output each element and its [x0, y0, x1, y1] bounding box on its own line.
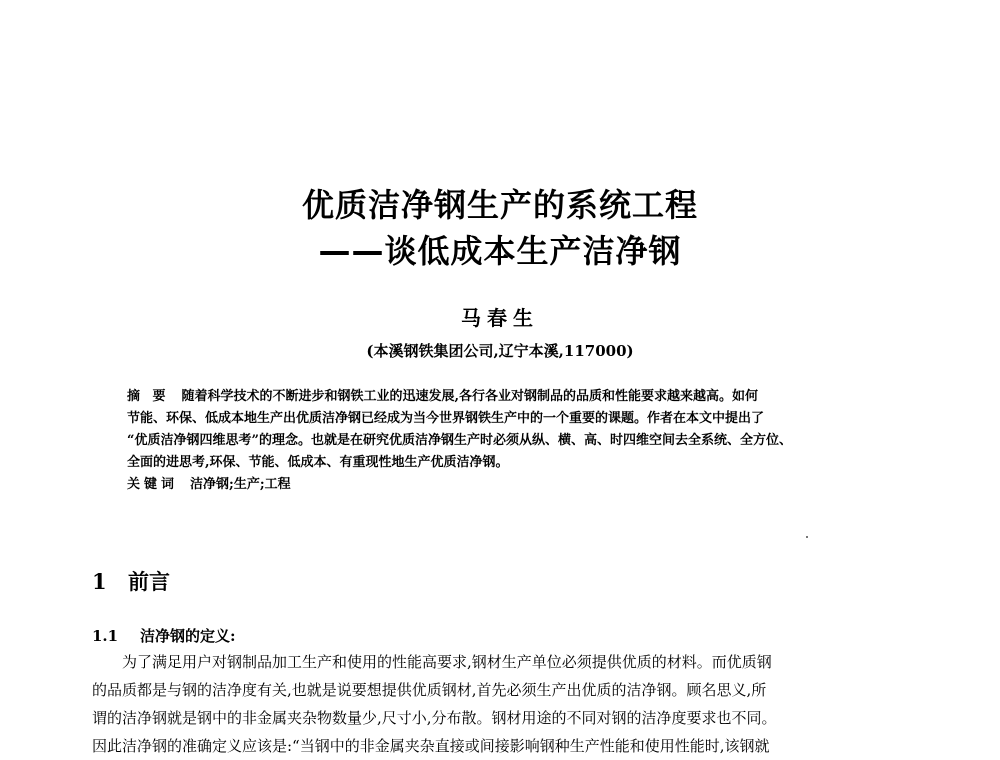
author-name: 马春生 — [461, 306, 539, 330]
subsection-number: 1.1 — [92, 627, 119, 645]
abstract-line: “优质洁净钢四维思考”的理念。也就是在研究优质洁净钢生产时必须从纵、横、高、时四维空间去全系统、全方位、 — [127, 433, 792, 448]
body-paragraph — [92, 648, 914, 760]
section-title: 前言 — [128, 569, 170, 594]
abstract-label: 摘 要 — [127, 389, 170, 404]
section-heading — [92, 566, 170, 596]
subsection-title: 洁净钢的定义: — [140, 627, 236, 645]
keywords-label: 关键词 — [127, 477, 179, 492]
abstract-line — [127, 386, 887, 408]
author-affiliation: (本溪钢铁集团公司,辽宁本溪,117000) — [366, 342, 634, 360]
paper-subtitle: ——谈低成本生产洁净钢 — [318, 232, 682, 270]
body-line: 为了满足用户对钢制品加工生产和使用的性能高要求,钢材生产单位必须提供优质的材料。而优质钢 — [122, 653, 772, 671]
body-line: 的品质都是与钢的洁净度有关,也就是说要想提供优质钢材,首先必须生产出优质的洁净钢。顾名思义,所 — [92, 681, 767, 699]
keywords-line — [127, 474, 887, 496]
abstract-block — [127, 386, 887, 496]
scan-speck — [806, 536, 808, 538]
abstract-text: 随着科学技术的不断进步和钢铁工业的迅速发展,各行各业对钢制品的品质和性能要求越来越高。如何 — [181, 389, 759, 404]
section-number: 1 — [92, 569, 107, 594]
keywords-text: 洁净钢;生产;工程 — [190, 477, 291, 492]
abstract-line: 全面的进思考,环保、节能、低成本、有重现性地生产优质洁净钢。 — [127, 455, 509, 470]
body-line: 因此洁净钢的准确定义应该是:“当钢中的非金属夹杂直接或间接影响钢种生产性能和使用性能时,该钢就 — [92, 737, 770, 755]
paper-title: 优质洁净钢生产的系统工程 — [301, 186, 698, 224]
subsection-heading — [92, 625, 236, 646]
body-line: 谓的洁净钢就是钢中的非金属夹杂物数量少,尺寸小,分布散。钢材用途的不同对钢的洁净度要求也不同。 — [92, 709, 777, 727]
abstract-line: 节能、环保、低成本地生产出优质洁净钢已经成为当今世界钢铁生产中的一个重要的课题。作者在本文中提出了 — [127, 411, 765, 426]
